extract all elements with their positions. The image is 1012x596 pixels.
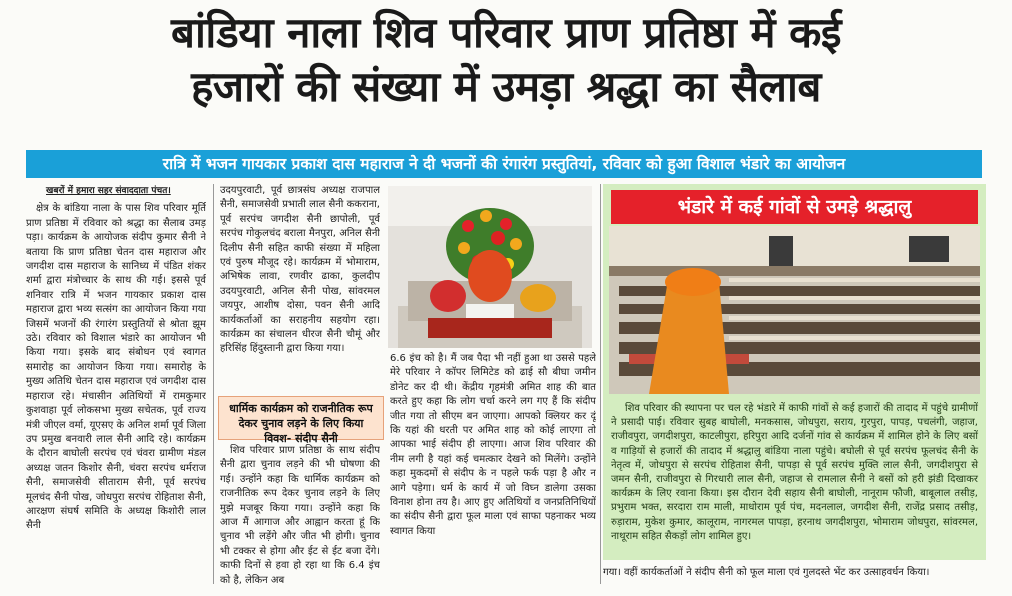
article-column-1	[26, 184, 206, 586]
byline: खबरों में हमारा सहर संवाददाता पंचत।	[46, 186, 171, 196]
crowd-photo-image	[609, 226, 980, 394]
column-2-text: उदयपुरवाटी, पूर्व छात्रसंघ अध्यक्ष राजपाल सैनी, समाजसेवी प्रभाती लाल सैनी ककराना, पूर्व सरपंच जगदीश सैनी छापोली, पूर्व सरपंच गोकुलचंद बराला मैनपुरा, अनिल सैनी दिलीप सैनी सहित काफी संख्या में महिला एवं पुरुष मौजूद रहे। कार्यक्रम में भोमाराम, अभिषेक लावा, रणवीर ढाका, कुलदीप उदयपुरवाटी, अनिल सैनी पोख, सांवरमल जयपुर, आशीष दोसा, पवन सैनी आदि कार्यकर्ताओं का सराहनीय सहयोग रहा। कार्यक्रम का संचालन धीरज सैनी चौमूं और हरिसिंह हिंदुस्तानी द्वारा किया गया।	[220, 185, 380, 355]
article-column-3	[390, 352, 596, 586]
column-1-text: क्षेत्र के बांडिया नाला के पास शिव परिवार मूर्ति प्राण प्रतिष्ठा में रविवार को श्रद्धा का सैलाब उमड़ पड़ा। कार्यक्रम के आयोजक संदीप कुमार सैनी ने बताया कि प्राण प्रतिष्ठा चेतन दास महाराज और जगदीश दास महाराज के सानिध्य में पंडित शंकर शर्मा द्वारा मंत्रोच्चार के साथ की गई। इससे पूर्व शनिवार रात्रि में भजन गायकार प्रकाश दास महाराज द्वारा भव्य सत्संग का आयोजन किया गया जिसमें भजनों की रंगारंग प्रस्तुतियों से श्रोता झूम उठे। रविवार को विशाल भंडारे का आयोजन भी किया गया। इसके बाद संबोधन एवं स्वागत समारोह का आयोजन किया गया। समारोह के मुख्य अतिथि चेतन दास महाराज एवं जगदीश दास महाराज रहे। मंचासीन अतिथियों में रामकुमार कुशवाहा पूर्व लोकसभा मुख्य सचेतक, पूर्व राज्य मंत्री जीएल वर्मा, यूएसए के अनिल शर्मा पूर्व जिला उप प्रमुख बनवारी लाल सैनी आदि रहे। कार्यक्रम के दौरान बाघोली सरपंच एवं चंवरा ग्रामीण मंडल अध्यक्ष जतन किशोर सैनी, चंवरा सरपंच धर्मराज सैनी, समाजसेवी सीताराम सैनी, पूर्व सरपंच मूलचंद सैनी पोख, जोधपुरा सरपंच रोहिताश सैनी, आरक्षण संघर्ष समिति के अध्यक्ष किशोरी लाल सैनी	[26, 203, 206, 532]
crowd-photo	[609, 226, 980, 394]
quote-box: धार्मिक कार्यक्रम को राजनीतिक रूप देकर चुनाव लड़ने के लिए किया विवश- संदीप सैनी	[218, 396, 384, 440]
headline-line-1: बांडिया नाला शिव परिवार प्राण प्रतिष्ठा में कई	[171, 8, 841, 57]
banner-heading: भंडारे में कई गांवों से उमड़े श्रद्धालु	[611, 190, 978, 224]
article-column-2b	[220, 444, 380, 586]
right-caption: गया। वहीं कार्यकर्ताओं ने संदीप सैनी को फूल माला एवं गुलदस्ते भेंट कर उत्साहवर्धन किया।	[603, 567, 930, 578]
column-2b-text: शिव परिवार प्राण प्रतिष्ठा के साथ संदीप सैनी द्वारा चुनाव लड़ने की भी घोषणा की गई। उन्होंने कहा कि धार्मिक कार्यक्रम को राजनीतिक रूप देकर चुनाव लड़ने के लिए मुझे मजबूर किया गया। उन्होंने कहा कि आज मैं आगाज और आह्वान करता हूं कि चुनाव भी लड़ेंगे और जीत भी होगी। चुनाव भी टक्कर से होगा और ईट से ईट बजा देंगे। काफी दिनों से हवा हो रहा था कि 6.4 इंच को है, लेकिन अब	[220, 445, 380, 586]
right-text-box	[603, 396, 986, 560]
headline-line-2: हजारों की संख्या में उमड़ा श्रद्धा का सैलाब	[191, 62, 821, 111]
article-column-2	[220, 184, 380, 392]
column-3-text: 6.6 इंच को है। मैं जब पैदा भी नहीं हुआ था उससे पहले मेरे परिवार ने कॉपर लिमिटेड को ढाई सौ बीघा जमीन डोनेट कर दी थी। केंद्रीय गृहमंत्री अमित शाह की बात करते हुए कहा कि लोग चर्चा करने लग गए हैं कि संदीप जीत गया तो सीएम बन जाएगा। आपको क्लियर कर दूं कि यहां की धरती पर अमित शाह को कोई लाएगा तो आपका भाई संदीप ही लाएगा। आज शिव परिवार की नीम लगी है यहां कई चमत्कार देखने को मिलेंगे। उन्होंने कहा मुकदमों से संदीप के न पहले फर्क पड़ा है और न आगे पड़ेगा। धर्म के कार्य में जो विघ्न डालेगा उसका विनाश होना तय है। आए हुए अतिथियों व जनप्रतिनिधियों का संदीप सैनी द्वारा फूल माला एवं साफा पहनाकर भव्य स्वागत किया	[390, 353, 596, 537]
idol-photo	[388, 186, 592, 348]
column-divider-2	[600, 184, 601, 584]
column-divider	[213, 184, 214, 584]
right-text: शिव परिवार की स्थापना पर चल रहे भंडारे में काफी गांवों से कई हजारों की तादाद में पहुंचे ग्रामीणों ने प्रसादी पाई। रविवार सुबह बाघोली, मनकसास, जोधपुरा, सराय, गुरपुरा, पापड़, पचलंगी, जहाज, राजीवपुरा, जगदीशपुरा, काटलीपुरा, हरिपुरा आदि दर्जनों गांव से कार्यक्रम में शामिल होने के लिए बसों व गाड़ियों से हजारों की तादाद में श्रद्धालु बांडिया नाला पहुंचे। बघोली से पूर्व सरपंच फूलचंद सैनी के नेतृत्व में, जोधपुरा से सरपंच रोहिताश सैनी, पापड़ा से पूर्व सरपंच मुक्ति लाल सैनी, जगदीशपुरा से जमन सैनी, राजीवपुरा से गिरधारी लाल सैनी, जहाज से रामलाल सैनी ने बसों को हरी झंडी दिखाकर कार्यक्रम के लिए रवाना किया। इस दौरान देवी सहाय सैनी बाघोली, नानूराम फौजी, बाबूलाल तसीड़, प्रभुराम भक्त, सरदारा राम माली, माधोराम पूर्व पंच, मदनलाल, जगदीश सैनी, राजेंद्र प्रसाद तसीड़, रुड़ाराम, मुकेश कुमार, कालूराम, नागरमल पापड़ा, हरनाथ जगदीशपुरा, भोमाराम जोधपुरा, सांवरमल, नाथूराम सहित सैकड़ों लोग शामिल हुए।	[611, 403, 978, 542]
idol-photo-image	[388, 186, 592, 348]
headline	[0, 6, 1012, 114]
subheadline-bar: रात्रि में भजन गायकार प्रकाश दास महाराज ने दी भजनों की रंगारंग प्रस्तुतियां, रविवार को हुआ विशाल भंडारे का आयोजन	[26, 150, 982, 178]
